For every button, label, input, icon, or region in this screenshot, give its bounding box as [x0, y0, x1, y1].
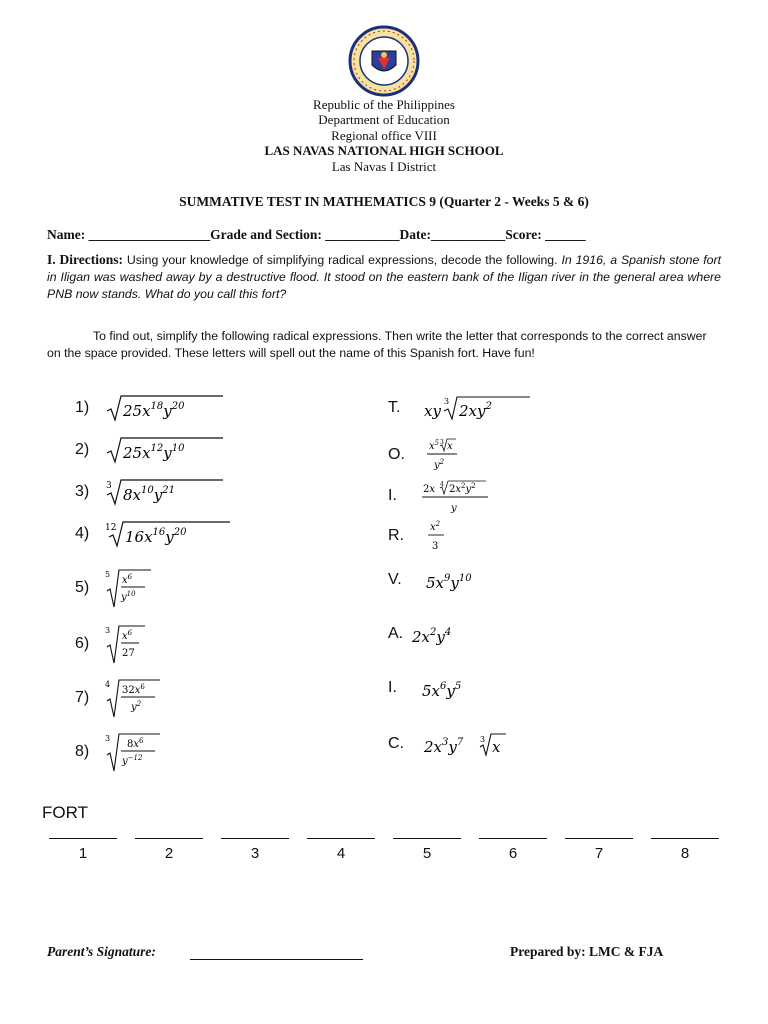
- radical-expression: [105, 567, 165, 609]
- svg-text:5: 5: [105, 570, 111, 579]
- answer-o: [388, 435, 480, 475]
- directions-story: In 1916, a Spanish stone fort in Iligan was washed away by a destructive flood. It stood on the eastern bank of the Iligan river in the general area where PNB now stands. What do you call this fort?: [47, 253, 721, 301]
- svg-text:y10: $y^{10}$: [121, 590, 136, 603]
- answer-blank-8[interactable]: [649, 838, 721, 862]
- answer-letter: I.: [388, 679, 397, 696]
- svg-text:2xy2: $2xy^2$: [459, 401, 492, 420]
- answer-expression: [420, 672, 520, 704]
- svg-text:5x9y10: $5x^9y^{10}$: [426, 573, 472, 592]
- student-info-line: Name: __________________Grade and Section: ___________Date:___________Score: ______: [47, 227, 586, 242]
- directions-text: Using your knowledge of simplifying radical expressions, decode the following.: [122, 253, 558, 267]
- radical-expression: [105, 731, 175, 773]
- blank-number: 4: [336, 845, 346, 862]
- svg-text:y: y: [451, 503, 457, 514]
- answer-expression: [410, 618, 510, 650]
- svg-text:3: 3: [444, 397, 450, 406]
- problem-4: [75, 514, 235, 554]
- svg-text:x6: $x^6$: [122, 629, 133, 642]
- svg-text:12: 12: [105, 523, 117, 533]
- svg-text:3: 3: [105, 734, 111, 743]
- header-school: LAS NAVAS NATIONAL HIGH SCHOOL: [264, 143, 504, 158]
- problem-number: 7): [75, 689, 90, 706]
- svg-text:3: 3: [440, 439, 444, 446]
- radical-expression: [105, 392, 225, 424]
- svg-text:25x12y10: $25x^{12}y^{10}$: [123, 443, 185, 462]
- parent-signature-line[interactable]: [190, 959, 363, 960]
- problem-number: 3): [75, 483, 90, 500]
- instructions-text: To find out, simplify the following radical expressions. Then write the letter that corresponds to the correct answer on the space provided. These letters will spell out the name of this Spanish fort. Have fun!: [47, 329, 707, 360]
- answer-blank-6[interactable]: [477, 838, 549, 862]
- svg-text:32x6: $32x^6$: [122, 683, 145, 696]
- directions: [47, 251, 721, 303]
- test-title: SUMMATIVE TEST IN MATHEMATICS 9 (Quarter 2 - Weeks 5 & 6): [179, 194, 589, 209]
- blank-number: 5: [422, 845, 432, 862]
- svg-text:y2: $y^2$: [131, 700, 142, 713]
- answer-blank-5[interactable]: [391, 838, 463, 862]
- svg-text:x: x: [492, 738, 501, 756]
- answer-blank-2[interactable]: [133, 838, 205, 862]
- problem-7: [75, 678, 175, 718]
- svg-text:y2: $y^2$: [434, 458, 445, 471]
- svg-text:3: 3: [106, 481, 112, 491]
- svg-text:2x: 2x: [423, 484, 436, 495]
- parent-signature-label: Parent’s Signature:: [47, 944, 156, 959]
- radical-expression: [105, 518, 235, 550]
- problem-6: [75, 624, 165, 664]
- answer-i-1: [388, 476, 520, 516]
- svg-text:3: 3: [432, 541, 439, 552]
- svg-text:x2: $x^2$: [430, 520, 441, 533]
- problem-number: 2): [75, 441, 90, 458]
- prepared-by: Prepared by: LMC & FJA: [510, 944, 664, 959]
- header-republic: Republic of the Philippines: [313, 97, 455, 112]
- problem-number: 5): [75, 579, 90, 596]
- blank-number: 8: [680, 845, 690, 862]
- svg-text:x6: $x^6$: [122, 573, 133, 586]
- svg-text:xy: xy: [424, 402, 441, 420]
- blank-number: 2: [164, 845, 174, 862]
- svg-text:8x10y21: $8x^{10}y^{21}$: [123, 485, 175, 504]
- blank-number: 6: [508, 845, 518, 862]
- blank-number: 7: [594, 845, 604, 862]
- answer-i-2: [388, 668, 520, 708]
- svg-text:4: 4: [440, 481, 444, 488]
- directions-label: I. Directions:: [47, 252, 123, 267]
- answer-blank-3[interactable]: [219, 838, 291, 862]
- problem-2: [75, 430, 225, 470]
- answer-letter: O.: [388, 446, 405, 463]
- svg-text:3: 3: [105, 626, 111, 635]
- svg-text:3: 3: [480, 735, 486, 744]
- blank-number: 3: [250, 845, 260, 862]
- header-region: Regional office VIII: [331, 128, 437, 143]
- answer-letter: I.: [388, 487, 397, 504]
- instructions: [47, 328, 721, 362]
- radical-expression: [105, 434, 225, 466]
- svg-text:27: 27: [122, 648, 135, 659]
- answer-expression: [420, 476, 520, 516]
- radical-expression: [105, 476, 225, 508]
- answer-c: [388, 724, 530, 764]
- answer-blank-4[interactable]: [305, 838, 377, 862]
- problem-number: 6): [75, 635, 90, 652]
- svg-text:4: 4: [105, 680, 111, 689]
- problem-number: 8): [75, 743, 90, 760]
- answer-v: [388, 560, 520, 600]
- svg-text:2x2y2: $2x^2y^2$: [449, 482, 476, 495]
- problem-5: [75, 568, 165, 608]
- answer-expression: [420, 435, 480, 475]
- blank-number: 1: [78, 845, 88, 862]
- problem-1: [75, 388, 225, 428]
- answer-t: [388, 388, 540, 428]
- deped-seal: [348, 25, 420, 97]
- answer-letter: C.: [388, 735, 404, 752]
- radical-expression: [105, 677, 175, 719]
- problem-number: 1): [75, 399, 90, 416]
- answer-blank-7[interactable]: [563, 838, 635, 862]
- answer-letter: V.: [388, 571, 402, 588]
- svg-text:2x2y4: $2x^2y^4$: [412, 627, 452, 646]
- answer-r: [388, 516, 460, 556]
- problem-number: 4): [75, 525, 90, 542]
- svg-text:5x6y5: $5x^6y^5$: [422, 681, 462, 700]
- answer-blank-1[interactable]: [47, 838, 119, 862]
- answer-letter: R.: [388, 527, 404, 544]
- problem-8: [75, 732, 175, 772]
- problem-3: [75, 472, 225, 512]
- radical-expression: [105, 623, 165, 665]
- svg-text:y−12: $y^{-12}$: [122, 754, 143, 767]
- answer-a: [388, 614, 510, 654]
- svg-text:16x16y20: $16x^{16}y^{20}$: [125, 527, 187, 546]
- svg-text:x5: $x^5$: [429, 439, 440, 452]
- svg-text:25x18y20: $25x^{18}y^{20}$: [123, 401, 185, 420]
- answer-expression: [420, 564, 520, 596]
- svg-text:8x6: $8x^6$: [127, 737, 144, 750]
- answer-expression: [420, 728, 530, 760]
- answer-letter: A.: [388, 625, 404, 642]
- svg-text:x: x: [447, 441, 453, 452]
- fort-label: FORT: [42, 803, 88, 822]
- header-district: Las Navas I District: [331, 159, 437, 174]
- answer-expression: [420, 392, 540, 424]
- answer-letter: T.: [388, 399, 401, 416]
- header-department: Department of Education: [318, 112, 450, 127]
- answer-expression: [420, 515, 460, 557]
- svg-text:2x3y7: $2x^3y^7$: [424, 737, 464, 756]
